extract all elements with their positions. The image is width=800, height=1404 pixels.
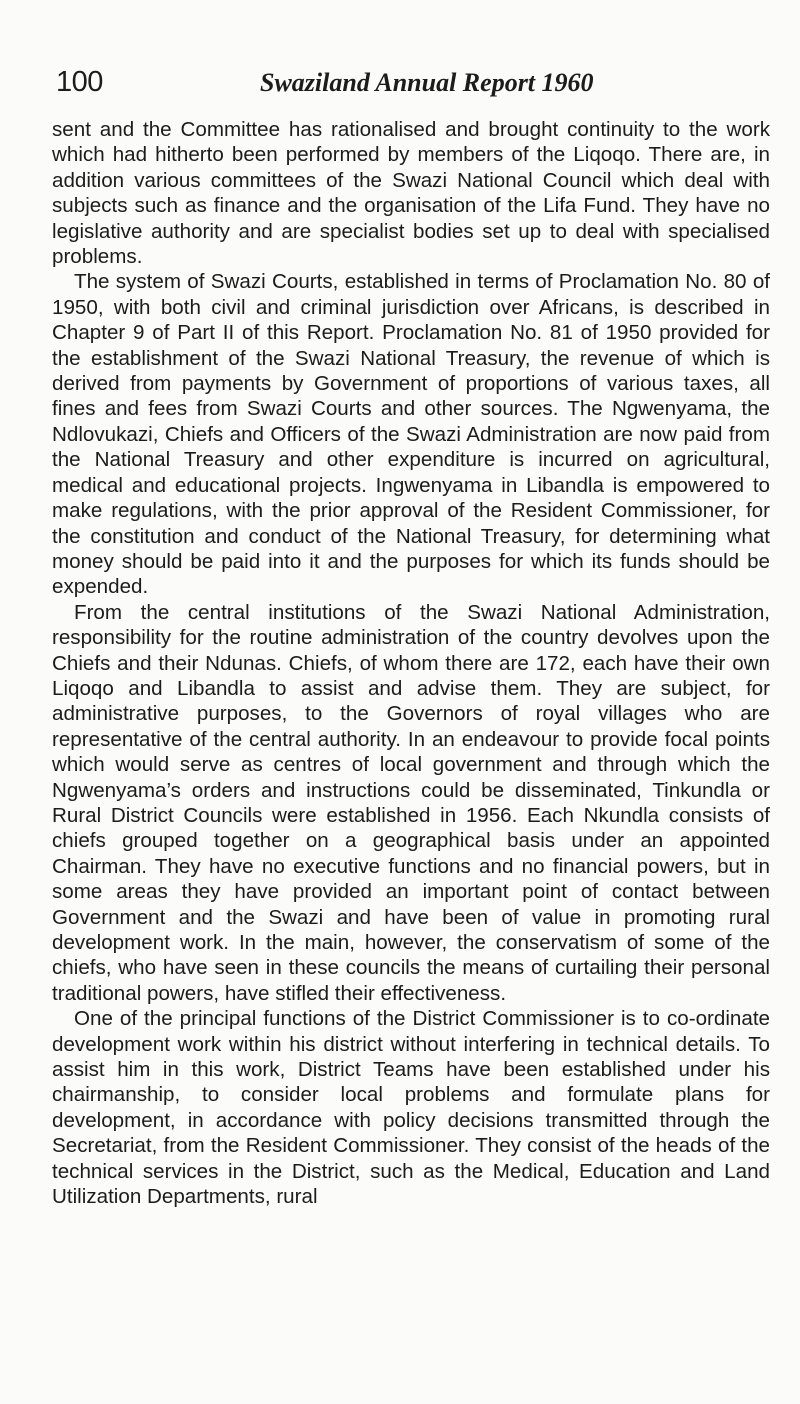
paragraph-2: The system of Swazi Courts, established in terms of Proclamation No. 80 of 1950, with both civil and criminal jurisdiction over Africans, is described in Chapter 9 of Part II of this Report. Proclamation No. 81 of 1950 provided for the establishment of the Swazi National Treasury, the revenue of which is derived from payments by Government of proportions of various taxes, all fines and fees from Swazi Courts and other sources. The Ngwenyama, the Ndlovukazi, Chiefs and Officers of the Swazi Administration are now paid from the National Treasury and other expenditure is incurred on agricultural, medical and educational projects. Ingwenyama in Libandla is empowered to make regulations, with the prior approval of the Resident Commissioner, for the constitution and conduct of the National Treasury, for determining what money should be paid into it and the purposes for which its funds should be expended.: [52, 270, 770, 599]
paragraph-3: From the central institutions of the Swazi National Administration, responsibility for the routine administration of the country devolves upon the Chiefs and their Ndunas. Chiefs, of whom there are 172, each have their own Liqoqo and Libandla to assist and advise them. They are subject, for administrative purposes, to the Governors of royal villages who are representative of the central authority. In an endeavour to provide focal points which would serve as centres of local government and through which the Ngwenyama’s orders and instructions could be disseminated, Tinkundla or Rural District Councils were established in 1956. Each Nkundla consists of chiefs grouped together on a geographical basis under an appointed Chairman. They have no executive functions and no financial powers, but in some areas they have provided an important point of contact between Government and the Swazi and have been of value in promoting rural development work. In the main, however, the conservatism of some of the chiefs, who have seen in these councils the means of curtailing their personal traditional powers, have stifled their effectiveness.: [52, 600, 770, 1005]
body-text: [52, 117, 770, 1209]
page-header: [56, 66, 756, 106]
running-title: Swaziland Annual Report 1960: [260, 68, 594, 97]
page-number: 100: [56, 66, 103, 98]
paragraph-1: sent and the Committee has rationalised and brought continuity to the work which had hitherto been performed by members of the Liqoqo. There are, in addition various committees of the Swazi National Council which deal with subjects such as finance and the organisation of the Lifa Fund. They have no legislative authority and are specialist bodies set up to deal with specialised problems.: [52, 118, 770, 269]
paragraph-4: One of the principal functions of the District Commissioner is to co-ordinate development work within his district without interfering in technical details. To assist him in this work, District Teams have been established under his chairmanship, to consider local problems and formulate plans for development, in accordance with policy decisions transmitted through the Secretariat, from the Resident Commissioner. They consist of the heads of the technical services in the District, such as the Medical, Education and Land Utilization Departments, rural: [52, 1007, 770, 1209]
